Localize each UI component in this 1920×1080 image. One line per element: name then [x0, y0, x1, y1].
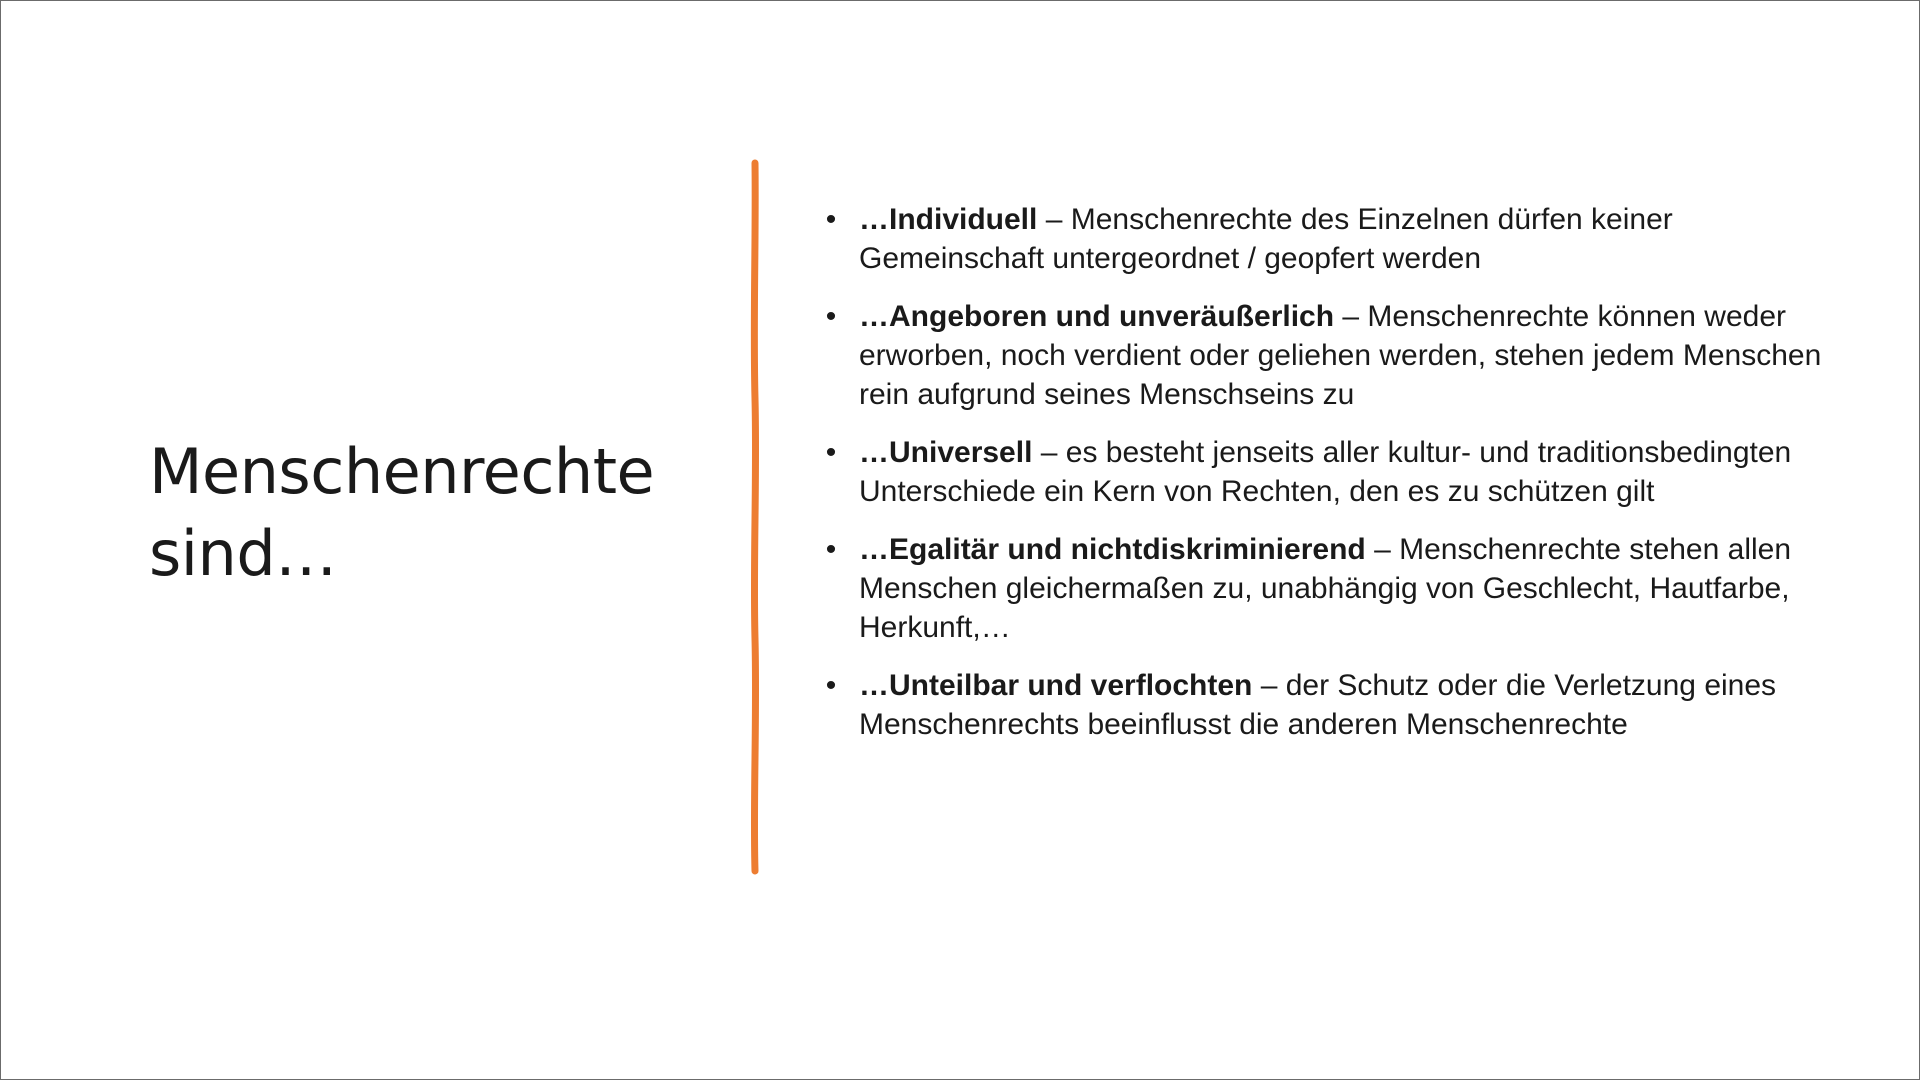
item-text: – Menschenrechte stehen allen Menschen gleichermaßen zu, unabhängig von Geschlecht, Hautfarbe, Herkunft,…	[859, 533, 1792, 644]
list-item	[821, 297, 1831, 414]
item-term: …Individuell	[859, 203, 1038, 236]
list-item	[821, 530, 1831, 647]
list-item	[821, 433, 1831, 511]
item-text: – Menschenrechte können weder erworben, noch verdient oder geliehen werden, stehen jedem Menschen rein aufgrund seines Menschseins zu	[859, 300, 1822, 411]
accent-divider-line	[747, 159, 763, 875]
bullet-list	[821, 200, 1831, 763]
item-term: …Angeboren und unveräußerlich	[859, 300, 1335, 333]
bullet-icon: •	[825, 669, 837, 702]
bullet-icon: •	[825, 203, 837, 236]
item-text: – der Schutz oder die Verletzung eines Menschenrechts beeinflusst die anderen Menschenrechte	[859, 669, 1777, 741]
title-line-1: Menschenrechte	[149, 435, 655, 508]
item-text: – Menschenrechte des Einzelnen dürfen keiner Gemeinschaft untergeordnet / geopfert werden	[859, 203, 1673, 275]
list-item	[821, 666, 1831, 744]
slide-title	[149, 431, 709, 595]
item-term: …Unteilbar und verflochten	[859, 669, 1253, 702]
bullet-icon: •	[825, 436, 837, 469]
bullet-icon: •	[825, 300, 837, 333]
item-term: …Egalitär und nichtdiskriminierend	[859, 533, 1366, 566]
list-item	[821, 200, 1831, 278]
item-text: – es besteht jenseits aller kultur- und traditionsbedingten Unterschiede ein Kern von Rechten, den es zu schützen gilt	[859, 436, 1792, 508]
bullet-icon: •	[825, 533, 837, 566]
title-line-2: sind…	[149, 517, 337, 590]
item-term: …Universell	[859, 436, 1033, 469]
